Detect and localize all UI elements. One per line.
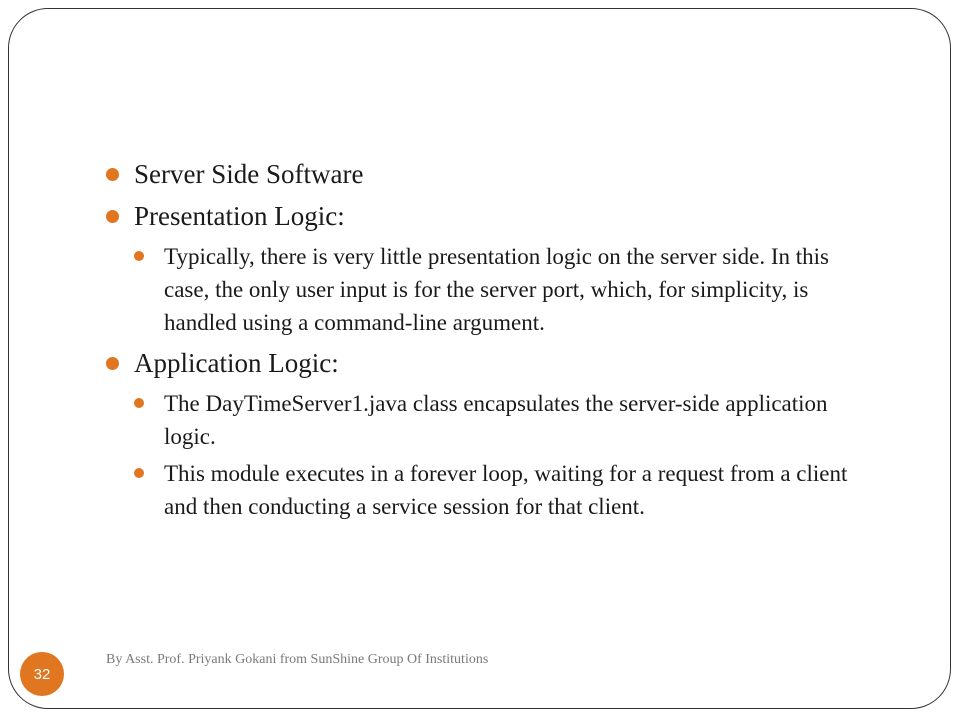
sub-bullet-application-class	[134, 387, 864, 453]
footer-credit: By Asst. Prof. Priyank Gokani from SunShine Group Of Institutions	[106, 652, 489, 667]
bullet-dot	[106, 357, 119, 370]
bullet-presentation-logic	[104, 198, 864, 234]
sub-bullet-presentation-detail	[134, 240, 864, 339]
sub-bullet-text: This module executes in a forever loop, waiting for a request from a client and then conducting a service session for that client.	[164, 461, 848, 519]
page-number-badge: 32	[20, 652, 64, 696]
sub-bullet-dot	[134, 468, 144, 478]
bullet-text: Presentation Logic:	[134, 201, 345, 231]
bullet-dot	[106, 168, 119, 181]
sub-bullet-text: Typically, there is very little presentation logic on the server side. In this case, the only user input is for the server port, which, for simplicity, is handled using a command-line argument.	[164, 244, 829, 335]
sub-bullet-text: The DayTimeServer1.java class encapsulates the server-side application logic.	[164, 391, 828, 449]
bullet-server-side-software	[104, 156, 864, 192]
bullet-text: Server Side Software	[134, 159, 364, 189]
bullet-text: Application Logic:	[134, 348, 339, 378]
sub-bullet-dot	[134, 251, 144, 261]
sub-bullet-dot	[134, 398, 144, 408]
slide-content	[104, 156, 864, 527]
sub-bullet-application-loop	[134, 457, 864, 523]
bullet-application-logic	[104, 345, 864, 381]
bullet-dot	[106, 210, 119, 223]
